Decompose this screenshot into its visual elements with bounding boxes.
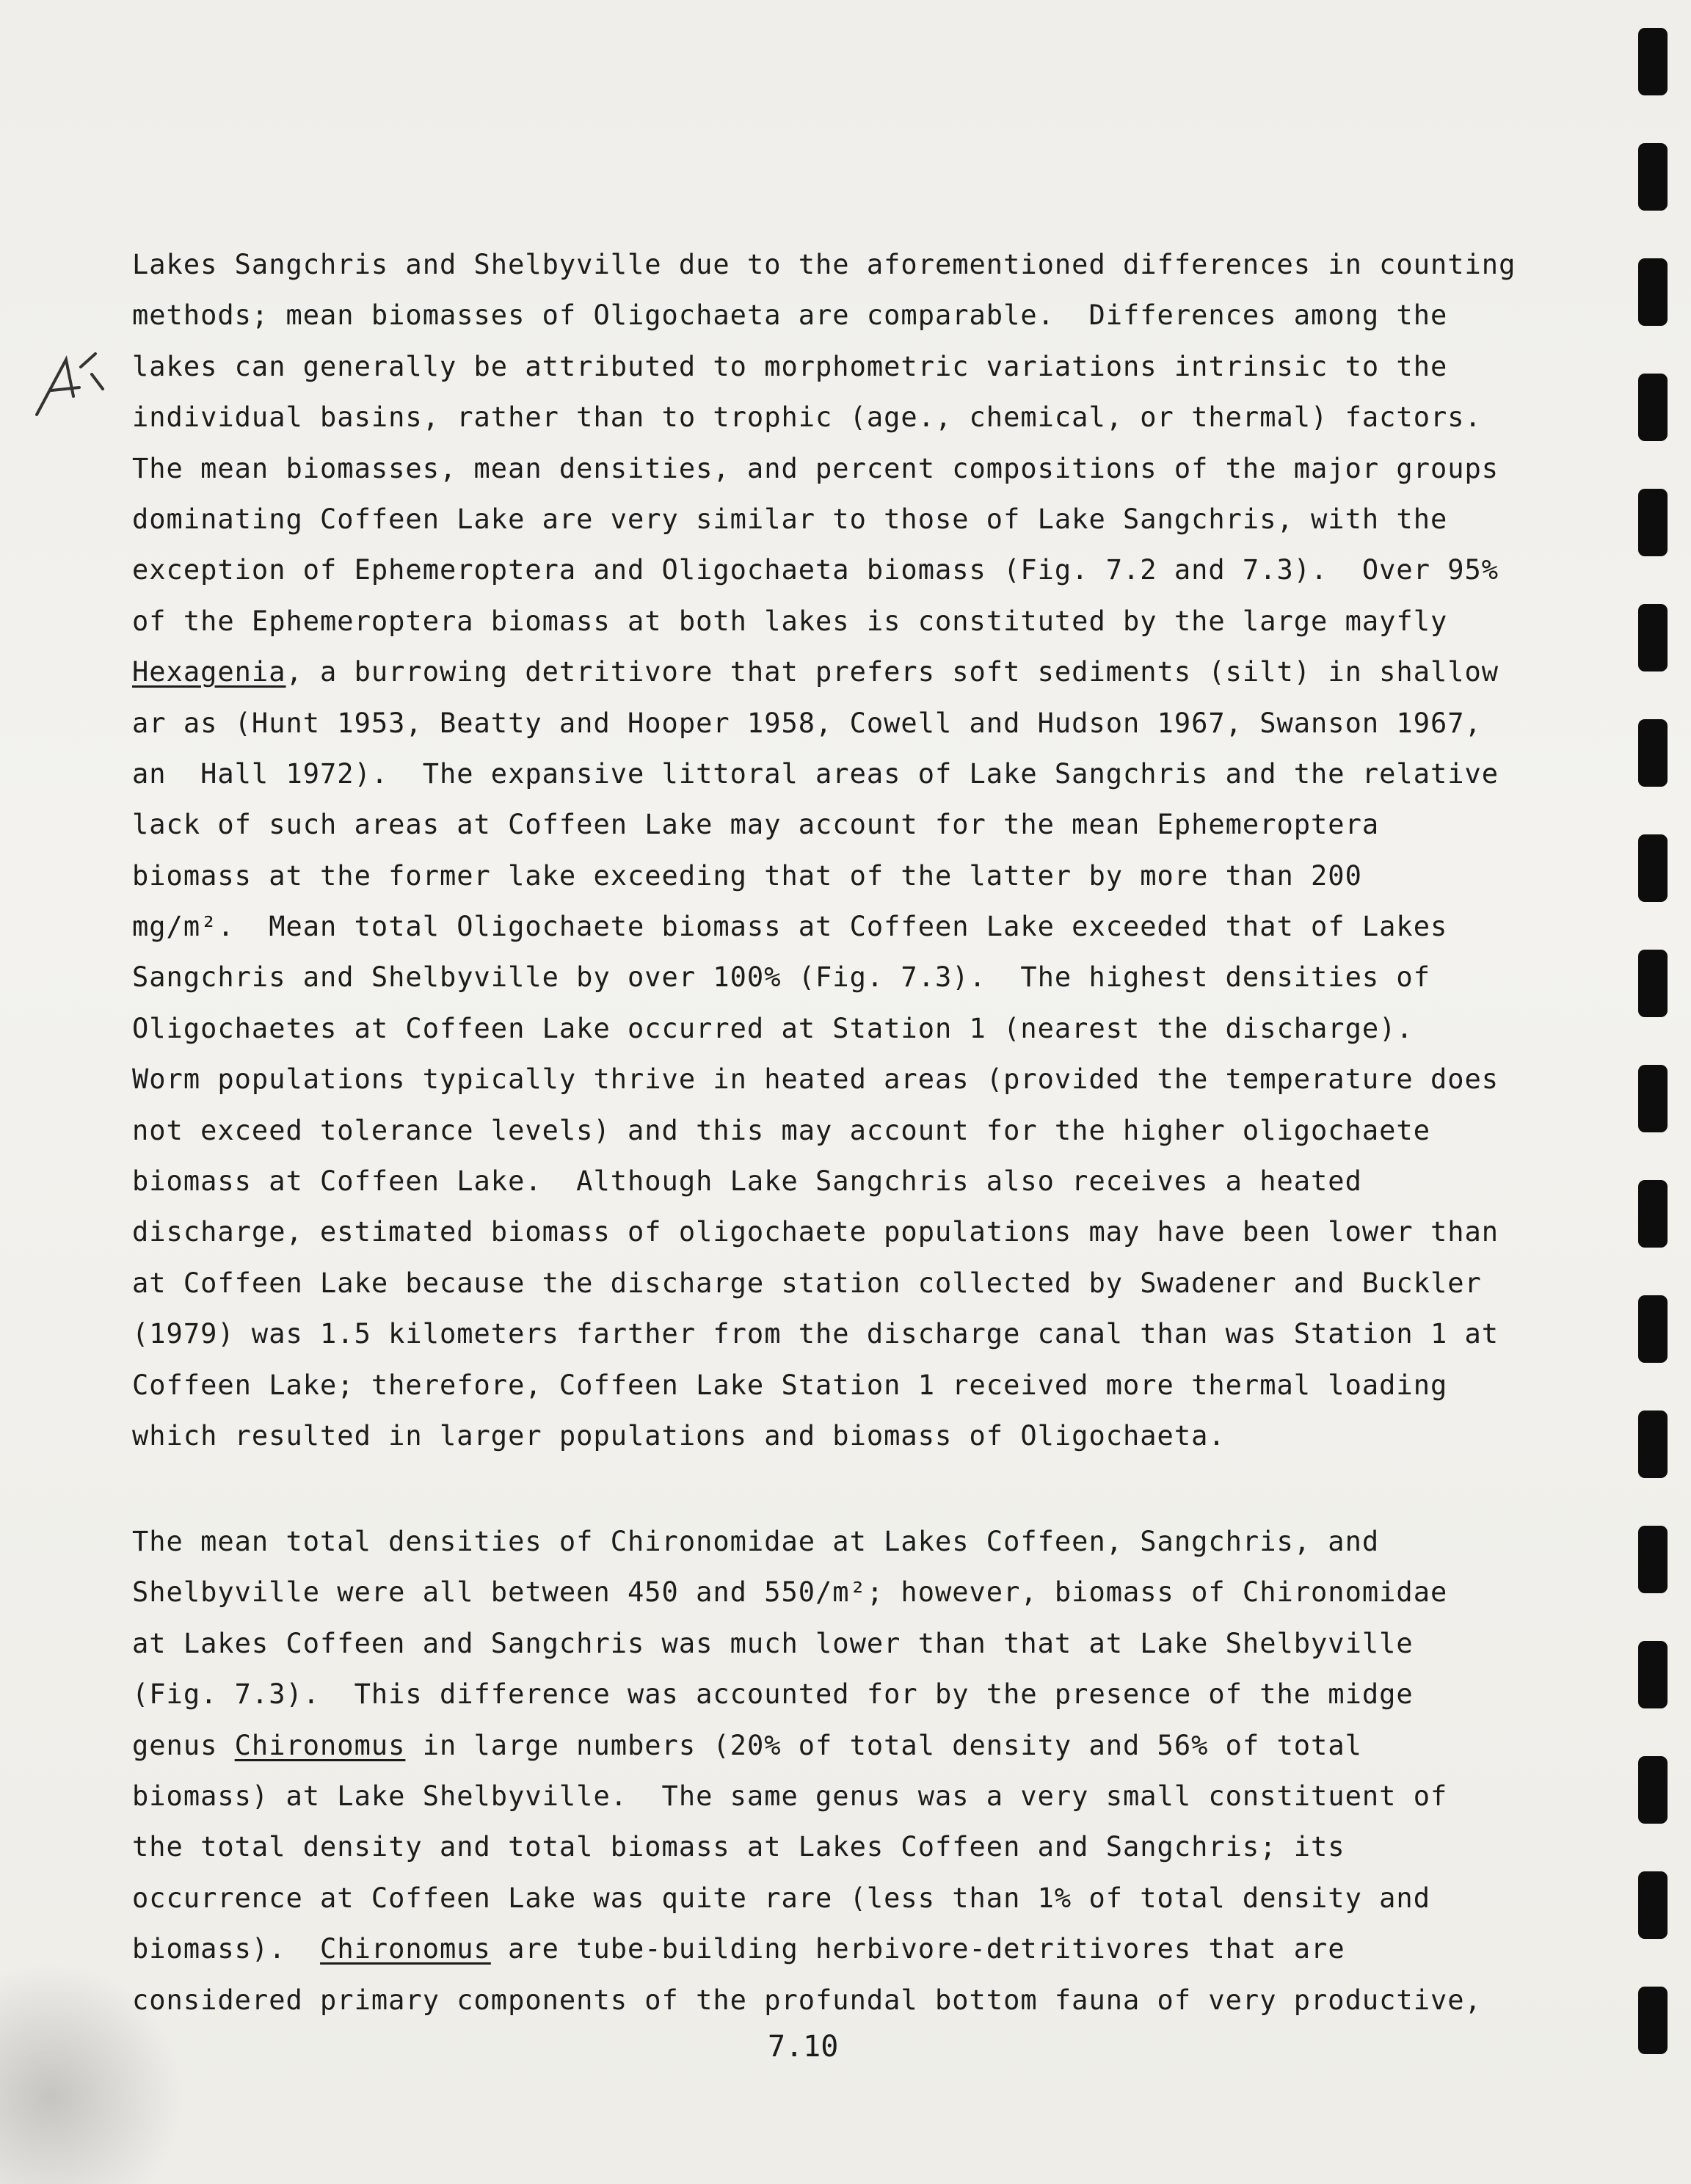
text-line: methods; mean biomasses of Oligochaeta are comparable. Differences among the xyxy=(132,299,1448,332)
text-line-underlined-term xyxy=(132,647,1497,697)
text-line: ar as (Hunt 1953, Beatty and Hooper 1958, Cowell and Hudson 1967, Swanson 1967, xyxy=(132,707,1482,739)
text-line: an Hall 1972). The expansive littoral areas of Lake Sangchris and the relative xyxy=(132,757,1499,790)
text-line: The mean biomasses, mean densities, and percent compositions of the major groups xyxy=(132,452,1499,484)
perforation-hole xyxy=(1638,1410,1668,1478)
perforation-hole xyxy=(1638,719,1668,787)
perforation-hole xyxy=(1638,1295,1668,1363)
perforation-hole xyxy=(1638,1871,1668,1939)
text-line: mg/m². Mean total Oligochaete biomass at Coffeen Lake exceeded that of Lakes xyxy=(132,911,1448,943)
text-segment: biomass). xyxy=(132,1933,321,1965)
perforation-strip xyxy=(1638,0,1670,2184)
perforation-hole xyxy=(1638,143,1668,211)
text-line: which resulted in larger populations and biomass of Oligochaeta. xyxy=(132,1419,1226,1452)
text-line: not exceed tolerance levels) and this may account for the higher oligochaete xyxy=(132,1114,1430,1146)
perforation-hole xyxy=(1638,950,1668,1017)
perforation-hole xyxy=(1638,604,1668,671)
text-line: discharge, estimated biomass of oligochaete populations may have been lower than xyxy=(132,1216,1499,1248)
text-line: lack of such areas at Coffeen Lake may account for the mean Ephemeroptera xyxy=(132,809,1380,841)
text-segment: in large numbers (20% of total density and 56% of total xyxy=(405,1729,1362,1761)
text-line: exception of Ephemeroptera and Oligochaeta biomass (Fig. 7.2 and 7.3). Over 95% xyxy=(132,554,1499,586)
text-line: occurrence at Coffeen Lake was quite rare (less than 1% of total density and xyxy=(132,1882,1430,1914)
text-line: (1979) was 1.5 kilometers farther from the discharge canal than was Station 1 at xyxy=(132,1318,1499,1350)
page-number: 7.10 xyxy=(768,2030,839,2064)
text-line: Worm populations typically thrive in heated areas (provided the temperature does xyxy=(132,1063,1499,1096)
handwritten-initials-mark xyxy=(22,345,110,426)
paragraph-2 xyxy=(132,1516,1497,2025)
perforation-hole xyxy=(1638,1526,1668,1593)
text-line: the total density and total biomass at Lakes Coffeen and Sangchris; its xyxy=(132,1831,1345,1863)
text-line: biomass) at Lake Shelbyville. The same genus was a very small constituent of xyxy=(132,1780,1448,1812)
perforation-hole xyxy=(1638,489,1668,556)
text-line-underlined-term xyxy=(132,1720,1497,1771)
text-line: individual basins, rather than to trophic (age., chemical, or thermal) factors. xyxy=(132,401,1482,434)
text-line: The mean total densities of Chironomidae at Lakes Coffeen, Sangchris, and xyxy=(132,1526,1380,1557)
perforation-hole xyxy=(1638,374,1668,441)
perforation-hole xyxy=(1638,834,1668,902)
text-line: dominating Coffeen Lake are very similar to those of Lake Sangchris, with the xyxy=(132,503,1448,535)
underlined-genus-name: Hexagenia xyxy=(132,656,286,688)
perforation-hole xyxy=(1638,1180,1668,1248)
text-line: Coffeen Lake; therefore, Coffeen Lake Station 1 received more thermal loading xyxy=(132,1369,1448,1401)
text-line: Lakes Sangchris and Shelbyville due to the aforementioned differences in counting xyxy=(132,249,1516,280)
text-line: lakes can generally be attributed to morphometric variations intrinsic to the xyxy=(132,350,1448,382)
perforation-hole xyxy=(1638,1065,1668,1132)
text-line: of the Ephemeroptera biomass at both lakes is constituted by the large mayfly xyxy=(132,605,1448,637)
text-line: Oligochaetes at Coffeen Lake occurred at Station 1 (nearest the discharge). xyxy=(132,1012,1414,1044)
text-line: (Fig. 7.3). This difference was accounted for by the presence of the midge xyxy=(132,1678,1414,1711)
perforation-hole xyxy=(1638,258,1668,326)
text-segment: are tube-building herbivore-detritivores that are xyxy=(490,1933,1345,1965)
perforation-hole xyxy=(1638,1756,1668,1824)
underlined-genus-name: Chironomus xyxy=(234,1729,406,1761)
perforation-hole xyxy=(1638,1987,1668,2054)
text-segment: genus xyxy=(132,1729,235,1761)
text-line: Shelbyville were all between 450 and 550/m²; however, biomass of Chironomidae xyxy=(132,1576,1448,1609)
text-line: considered primary components of the profundal bottom fauna of very productive, xyxy=(132,1984,1482,2016)
perforation-hole xyxy=(1638,1641,1668,1708)
text-line: at Coffeen Lake because the discharge station collected by Swadener and Buckler xyxy=(132,1267,1482,1299)
text-segment: , a burrowing detritivore that prefers soft sediments (silt) in shallow xyxy=(286,656,1499,688)
perforation-hole xyxy=(1638,28,1668,95)
text-line-underlined-term xyxy=(132,1923,1497,1974)
text-line: at Lakes Coffeen and Sangchris was much lower than that at Lake Shelbyville xyxy=(132,1627,1414,1659)
text-line: Sangchris and Shelbyville by over 100% (Fig. 7.3). The highest densities of xyxy=(132,961,1430,994)
text-line: biomass at the former lake exceeding that of the latter by more than 200 xyxy=(132,859,1362,892)
paragraph-1 xyxy=(132,239,1516,1461)
text-line: biomass at Coffeen Lake. Although Lake Sangchris also receives a heated xyxy=(132,1165,1362,1198)
underlined-genus-name: Chironomus xyxy=(320,1933,491,1965)
